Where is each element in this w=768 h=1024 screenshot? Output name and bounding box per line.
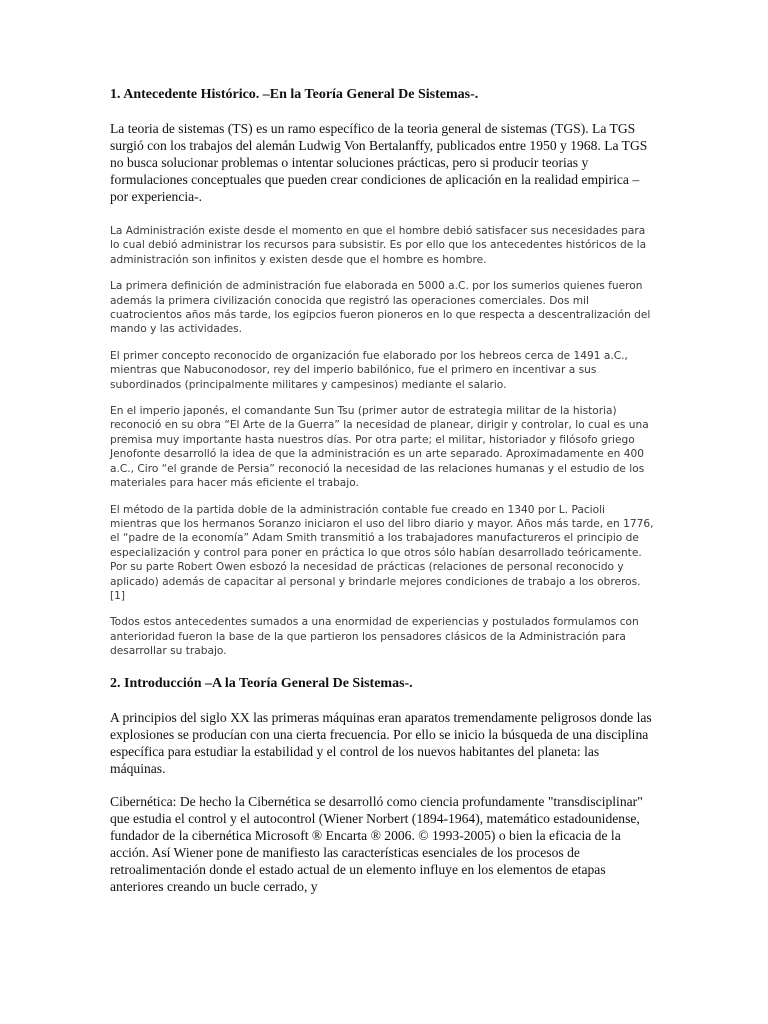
section-1-paragraph-3: El primer concepto reconocido de organización fue elaborado por los hebreos cerca de 1491 a.C., mientras que Nabuconodosor, rey del imperio babilónico, fue el primero en incentivar a sus subordinados (principalmente militares y campesinos) mediante el salario. <box>110 349 628 391</box>
section-1-heading: 1. Antecedente Histórico. –En la Teoría General De Sistemas-. <box>110 87 479 102</box>
section-1-paragraph-1: La Administración existe desde el momento en que el hombre debió satisfacer sus necesidades para lo cual debió administrar los recursos para subsistir. Es por ello que los antecedentes históricos de la administración son infinitos y existen desde que el hombre es hombre. <box>110 225 647 266</box>
section-1-paragraph-2: La primera definición de administración fue elaborada en 5000 a.C. por los sumerios quienes fueron además la primera civilización conocida que registró las operaciones comerciales. Dos mil cuatrocientos años más tarde, los egipcios fueron pioneros en lo que respecta a descentralización del mando y las actividades. <box>110 280 651 336</box>
section-1-paragraph-4: En el imperio japonés, el comandante Sun Tsu (primer autor de estrategia militar de la historia) reconoció en su obra “El Arte de la Guerra” la necesidad de planear, dirigir y controlar, lo cual es una premisa muy importante hasta nuestros días. Por otra parte; el militar, historiador y filósofo griego Jenofonte desarrolló la idea de que la administración es un arte separado. Aproximadamente en 400 a.C., Ciro “el grande de Persia” reconoció la necesidad de las relaciones humanas y el estudio de los materiales para hacer más eficiente el trabajo. <box>110 405 649 490</box>
section-2-heading: 2. Introducción –A la Teoría General De Sistemas-. <box>110 675 413 691</box>
section-1-paragraph-6: Todos estos antecedentes sumados a una enormidad de experiencias y postulados formulamos con anterioridad fueron la base de la que partieron los pensadores clásicos de la Administración para desarrollar su trabajo. <box>110 616 639 658</box>
document-page <box>110 86 655 895</box>
section-1-paragraph-5: El método de la partida doble de la administración contable fue creado en 1340 por L. Pacioli mientras que los hermanos Soranzo iniciaron el uso del libro diario y mayor. Años más tarde, en 1776, el “padre de la economía” Adam Smith transmitió a los trabajadores manufactureros el principio de especialización y control para poner en práctica lo que otros sólo habían desarrollado teóricamente. Por su parte Robert Owen esbozó la necesidad de prácticas (relaciones de personal reconocido y aplicado) además de capacitar al personal y brindarle mejores condiciones de trabajo a los obreros.[1] <box>110 503 654 602</box>
section-2-paragraph-1: A principios del siglo XX las primeras máquinas eran aparatos tremendamente peligrosos donde las explosiones se producían con una cierta frecuencia. Por ello se inicio la búsqueda de una disciplina específica para estudiar la estabilidad y el control de los nuevos habitantes del planeta: las máquinas. <box>110 709 652 776</box>
section-2-paragraph-2: Cibernética: De hecho la Cibernética se desarrolló como ciencia profundamente "transdisciplinar" que estudia el control y el autocontrol (Wiener Norbert (1894-1964), matemático estadounidense, fundador de la cibernética Microsoft ® Encarta ® 2006. © 1993-2005) o bien la eficacia de la acción. Así Wiener pone de manifiesto las características esenciales de los procesos de retroalimentación donde el estado actual de un elemento influye en los elementos de etapas anteriores creando un bucle cerrado, y <box>110 793 643 894</box>
section-1-intro: La teoria de sistemas (TS) es un ramo específico de la teoria general de sistemas (TGS). La TGS surgió con los trabajos del alemán Ludwig Von Bertalanffy, publicados entre 1950 y 1968. La TGS no busca solucionar problemas o intentar soluciones prácticas, pero si producir teorias y formulaciones conceptuales que pueden crear condiciones de aplicación en la realidad empirica –por experiencia-. <box>110 121 648 204</box>
